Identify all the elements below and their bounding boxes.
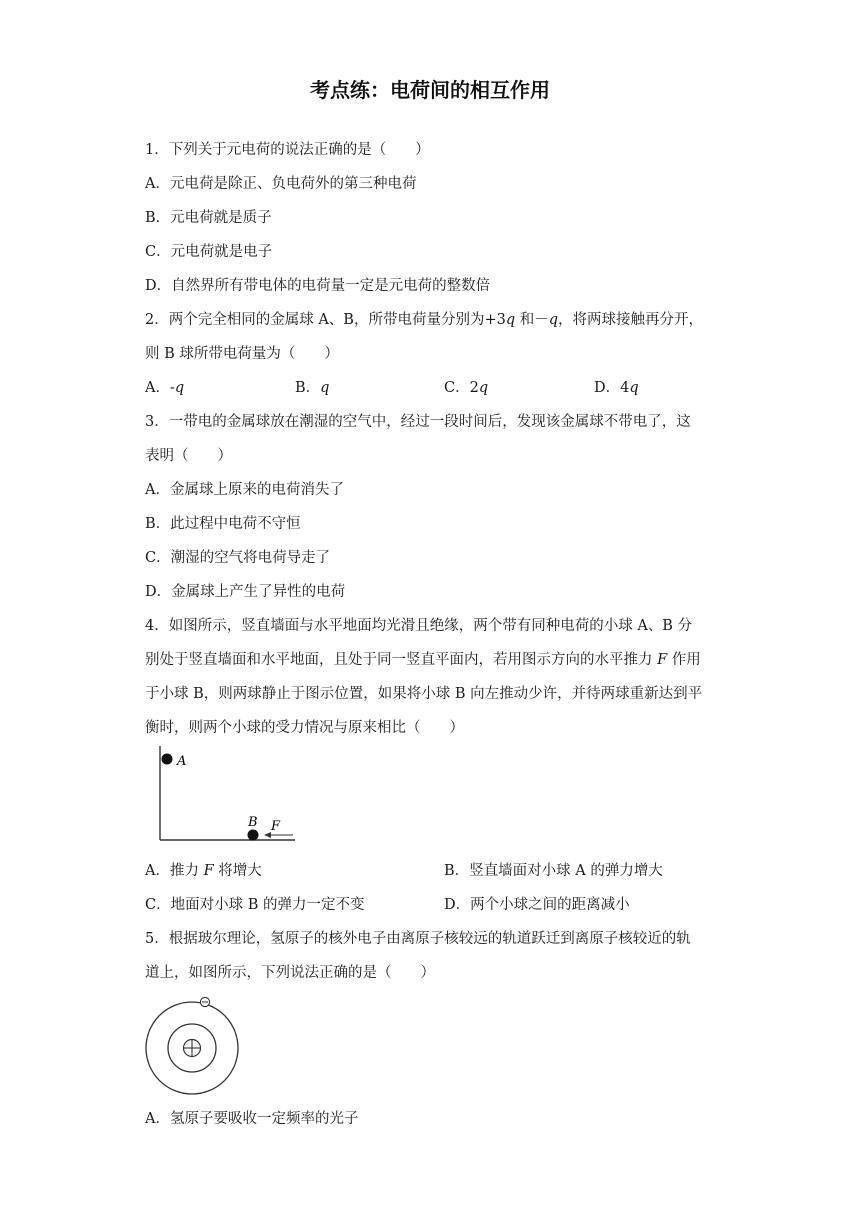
- q5-figure-hydrogen-orbits: [140, 993, 244, 1097]
- q4-option-a: A．推力 F 将增大: [145, 863, 262, 879]
- q5-stem-line2: 道上，如图所示，下列说法正确的是（ ）: [145, 965, 435, 981]
- q2-option-d: D．4q: [594, 380, 639, 396]
- force-arrowhead: [264, 832, 271, 838]
- q1-option-a: A．元电荷是除正、负电荷外的第三种电荷: [145, 176, 417, 192]
- q2-option-b: B．q: [295, 380, 330, 396]
- q4-option-d: D．两个小球之间的距离减小: [444, 897, 630, 913]
- q3-option-a: A．金属球上原来的电荷消失了: [145, 482, 344, 498]
- q4-stem-line1: 4．如图所示，竖直墙面与水平地面均光滑且绝缘，两个带有同种电荷的小球 A、B 分: [145, 618, 693, 634]
- q5-stem-line1: 5．根据玻尔理论，氢原子的核外电子由离原子核较远的轨道跃迁到离原子核较近的轨: [145, 931, 691, 947]
- ball-b: [248, 830, 259, 841]
- q5-option-a: A．氢原子要吸收一定频率的光子: [145, 1111, 359, 1127]
- label-a: A: [177, 754, 187, 769]
- page-title: 考点练：电荷间的相互作用: [310, 78, 550, 102]
- q1-option-d: D．自然界所有带电体的电荷量一定是元电荷的整数倍: [145, 278, 491, 294]
- ball-a: [162, 754, 173, 765]
- q1-option-c: C．元电荷就是电子: [145, 244, 273, 260]
- q4-option-c: C．地面对小球 B 的弹力一定不变: [145, 897, 365, 913]
- q2-stem-line1: 2．两个完全相同的金属球 A、B，所带电荷量分别为+3q 和－q，将两球接触再分开，: [145, 312, 704, 328]
- q4-stem-line3: 于小球 B，则两球静止于图示位置，如果将小球 B 向左推动少许，并待两球重新达到平: [145, 686, 703, 702]
- label-f: F: [271, 819, 281, 834]
- q4-option-b: B．竖直墙面对小球 A 的弹力增大: [444, 863, 663, 879]
- q1-option-b: B．元电荷就是质子: [145, 210, 272, 226]
- q3-option-d: D．金属球上产生了异性的电荷: [145, 584, 346, 600]
- q3-option-b: B．此过程中电荷不守恒: [145, 516, 301, 532]
- q3-stem-line1: 3．一带电的金属球放在潮湿的空气中，经过一段时间后，发现该金属球不带电了，这: [145, 414, 691, 430]
- q2-option-c: C．2q: [444, 380, 489, 396]
- q4-figure-wall-floor: [150, 742, 310, 846]
- q4-stem-line4: 衡时，则两个小球的受力情况与原来相比（ ）: [145, 720, 464, 736]
- q4-stem-line2: 别处于竖直墙面和水平地面，且处于同一竖直平面内，若用图示方向的水平推力 F 作用: [145, 652, 701, 668]
- q1-stem: 1．下列关于元电荷的说法正确的是（ ）: [145, 142, 430, 158]
- label-b: B: [248, 815, 258, 830]
- q3-stem-line2: 表明（ ）: [145, 448, 232, 464]
- q2-option-a: A．-q: [145, 380, 185, 396]
- q2-stem-line2: 则 B 球所带电荷量为（ ）: [145, 346, 339, 362]
- q3-option-c: C．潮湿的空气将电荷导走了: [145, 550, 331, 566]
